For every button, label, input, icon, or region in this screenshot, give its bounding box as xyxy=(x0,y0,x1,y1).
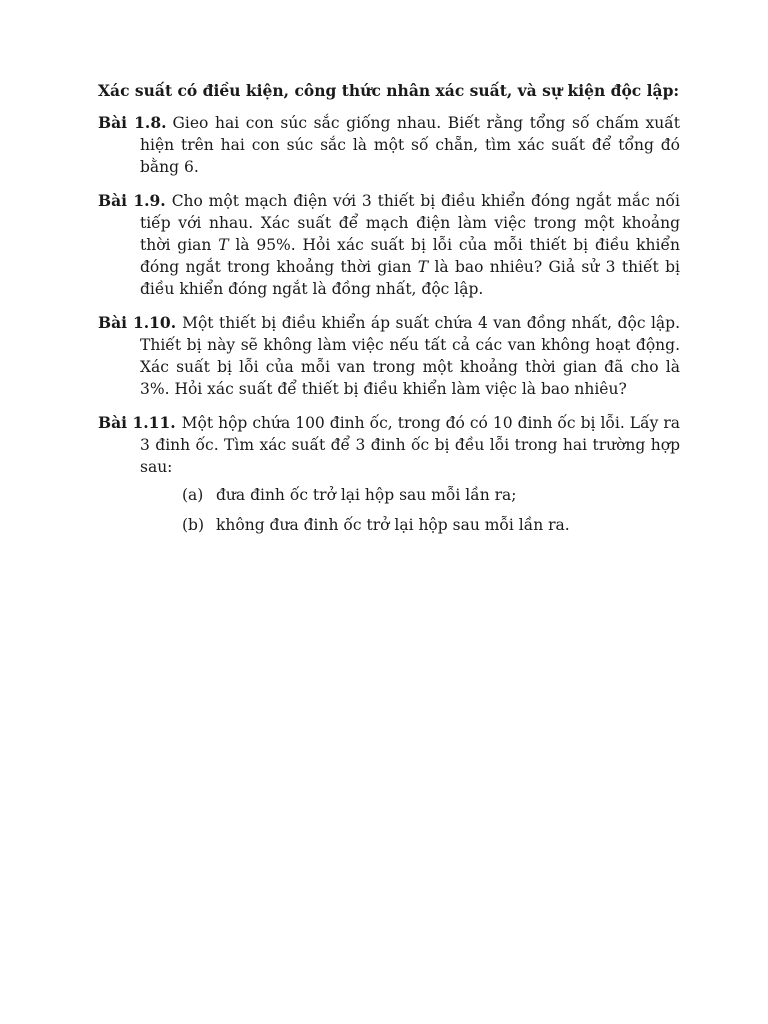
problem-1-10 xyxy=(98,312,680,400)
math-variable: T xyxy=(417,258,429,276)
section-title: Xác suất có điều kiện, công thức nhân xác suất, và sự kiện độc lập: xyxy=(98,81,680,100)
sub-case-list xyxy=(140,484,680,536)
sub-case-b xyxy=(182,514,680,536)
problem-label: Bài 1.11. xyxy=(98,413,176,432)
problem-text-part: là bao nhiêu? Giả sử 3 thiết bị điều khiển đóng ngắt là đồng nhất, độc lập. xyxy=(140,258,680,298)
problem-text: Một hộp chứa 100 đinh ốc, trong đó có 10 đinh ốc bị lỗi. Lấy ra 3 đinh ốc. Tìm xác suất để 3 đinh ốc bị đều lỗi trong hai trường hợp sau: xyxy=(140,414,680,476)
problem-label: Bài 1.9. xyxy=(98,191,166,210)
problem-label: Bài 1.8. xyxy=(98,113,167,132)
problem-label: Bài 1.10. xyxy=(98,313,177,332)
sub-case-marker: (b) xyxy=(182,516,205,534)
problem-text-part: Cho một mạch điện với 3 thiết bị điều khiển đóng ngắt mắc nối tiếp với nhau. Xác suất để mạch điện làm việc trong một khoảng thời gian xyxy=(140,192,680,254)
problem-1-9 xyxy=(98,190,680,300)
problem-text: Một thiết bị điều khiển áp suất chứa 4 van đồng nhất, độc lập. Thiết bị này sẽ không làm việc nếu tất cả các van không hoạt động. Xác suất bị lỗi của mỗi van trong một khoảng thời gian đã cho là 3%. Hỏi xác suất để thiết bị điều khiển làm việc là bao nhiêu? xyxy=(140,314,680,398)
problem-1-8 xyxy=(98,112,680,178)
math-variable: T xyxy=(218,236,229,254)
sub-case-text: không đưa đinh ốc trở lại hộp sau mỗi lần ra. xyxy=(216,516,570,534)
problem-1-11 xyxy=(98,412,680,536)
sub-case-text: đưa đinh ốc trở lại hộp sau mỗi lần ra; xyxy=(216,486,517,504)
sub-case-a xyxy=(182,484,680,506)
document-page xyxy=(98,80,680,548)
sub-case-marker: (a) xyxy=(182,486,204,504)
problem-text: Gieo hai con súc sắc giống nhau. Biết rằng tổng số chấm xuất hiện trên hai con súc sắc là một số chẵn, tìm xác suất để tổng đó bằng 6. xyxy=(140,114,680,176)
problem-text-part: là 95%. Hỏi xác suất bị lỗi của mỗi thiết bị điều khiển đóng ngắt trong khoảng thời gian xyxy=(140,236,680,276)
